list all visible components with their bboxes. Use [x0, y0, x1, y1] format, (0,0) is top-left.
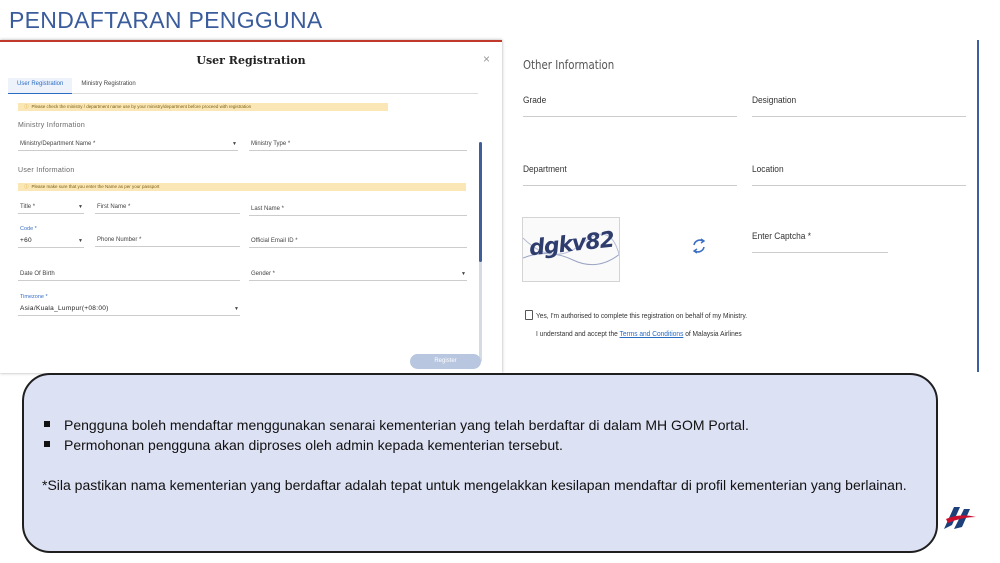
department-label: Department: [523, 164, 567, 175]
phone-number-label: Phone Number *: [97, 237, 142, 243]
enter-captcha-label: Enter Captcha *: [752, 231, 812, 242]
ministry-type-label: Ministry Type *: [251, 141, 291, 147]
chevron-down-icon: ▼: [78, 204, 83, 210]
timezone-select[interactable]: [18, 294, 240, 316]
user-registration-dialog: [0, 40, 502, 373]
location-field[interactable]: [752, 164, 966, 186]
first-name-label: First Name *: [97, 204, 131, 210]
passport-notice: [18, 183, 466, 191]
title-select[interactable]: [18, 200, 84, 214]
title-label: Title *: [20, 204, 36, 210]
gender-select[interactable]: [249, 267, 467, 281]
captcha-image: [522, 217, 620, 282]
chevron-down-icon: ▼: [78, 238, 83, 244]
ministry-name-select[interactable]: [18, 137, 238, 151]
phone-number-field[interactable]: [95, 233, 240, 247]
callout-bullet: Permohonan pengguna akan diproses oleh admin kepada kementerian tersebut.: [42, 435, 749, 455]
ministry-notice: [18, 103, 388, 111]
ministry-name-label: Ministry/Department Name *: [20, 141, 96, 147]
tab-ministry-registration[interactable]: Ministry Registration: [81, 81, 136, 87]
timezone-value: Asia/Kuala_Lumpur(+08:00): [20, 305, 109, 312]
scrollbar-thumb[interactable]: [479, 142, 482, 262]
ministry-type-field[interactable]: [249, 137, 467, 151]
authorise-consent-text: Yes, I'm authorised to complete this registration on behalf of my Ministry.: [536, 311, 748, 320]
dialog-title: User Registration: [196, 54, 306, 67]
gender-label: Gender *: [251, 271, 276, 277]
terms-and-conditions-link[interactable]: Terms and Conditions: [619, 329, 684, 338]
dialog-scrollbar[interactable]: [479, 142, 482, 362]
location-label: Location: [752, 164, 784, 175]
grade-field[interactable]: [523, 95, 737, 117]
panel-edge-bar: [977, 40, 979, 372]
ministry-notice-text: Please check the ministry / department name use by your ministry/department before proceed with registration: [31, 104, 252, 109]
code-label: Code *: [20, 226, 37, 232]
first-name-field[interactable]: [95, 200, 240, 214]
warning-icon: ⓘ: [24, 104, 29, 109]
captcha-text: dgkv82: [527, 227, 616, 262]
authorise-checkbox[interactable]: [525, 310, 533, 320]
section-ministry-information: Ministry Information: [18, 122, 86, 129]
callout-bullet: Pengguna boleh mendaftar menggunakan senarai kementerian yang telah berdaftar di dalam MH GOM Portal.: [42, 415, 749, 435]
last-name-label: Last Name *: [251, 206, 285, 212]
grade-label: Grade: [523, 95, 547, 106]
timezone-label: Timezone *: [20, 294, 48, 300]
other-information-panel: [508, 40, 982, 372]
warning-icon: ⓘ: [24, 184, 29, 189]
refresh-icon[interactable]: [690, 236, 708, 256]
chevron-down-icon: ▼: [232, 141, 237, 147]
malaysia-airlines-logo: [940, 503, 980, 533]
close-icon[interactable]: ×: [482, 52, 490, 66]
chevron-down-icon: ▼: [234, 306, 239, 312]
callout-bullets: [42, 415, 749, 455]
terms-consent-line: [536, 329, 742, 338]
date-of-birth-field[interactable]: [18, 267, 240, 281]
chevron-down-icon: ▼: [461, 271, 466, 277]
info-callout: [22, 373, 938, 553]
register-button[interactable]: Register: [410, 354, 481, 369]
code-value: +60: [20, 237, 32, 244]
dialog-tabs: [8, 78, 478, 94]
country-code-select[interactable]: [18, 226, 84, 248]
designation-label: Designation: [752, 95, 797, 106]
tab-user-registration[interactable]: User Registration: [8, 78, 72, 94]
official-email-label: Official Email ID *: [251, 238, 298, 244]
last-name-field[interactable]: [249, 202, 467, 216]
official-email-field[interactable]: [249, 234, 467, 248]
section-user-information: User Information: [18, 167, 75, 174]
passport-notice-text: Please make sure that you enter the Name as per your passport: [31, 184, 160, 189]
slide-title: PENDAFTARAN PENGGUNA: [9, 7, 323, 33]
department-field[interactable]: [523, 164, 737, 186]
other-information-heading: Other Information: [523, 58, 615, 72]
enter-captcha-field[interactable]: [752, 231, 888, 253]
terms-consent-pre: I understand and accept the: [536, 329, 620, 338]
date-of-birth-label: Date Of Birth: [20, 271, 55, 277]
callout-note: *Sila pastikan nama kementerian yang berdaftar adalah tepat untuk mengelakkan kesilapan mendaftar di profil kementerian yang berlainan.: [42, 477, 907, 493]
designation-field[interactable]: [752, 95, 966, 117]
terms-consent-post: of Malaysia Airlines: [683, 329, 742, 338]
